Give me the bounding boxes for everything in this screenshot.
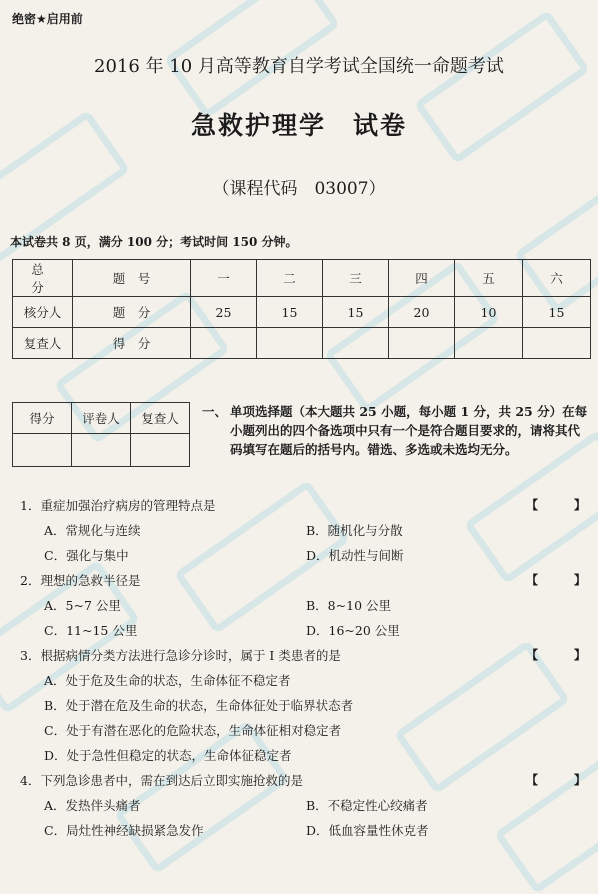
question-stem: 2．理想的急救半径是 [20, 573, 141, 588]
confidential-label: 绝密★启用前 [12, 12, 83, 26]
score-cell: 六 [523, 260, 591, 297]
score-cell: 总 分 [13, 260, 73, 297]
option: A．处于危及生命的状态，生命体征不稳定者 [44, 673, 291, 688]
option: B．8~10 公里 [306, 598, 391, 613]
option: C．处于有潜在恶化的危险状态，生命体征相对稳定者 [44, 723, 342, 738]
section-instructions: 单项选择题（本大题共 25 小题，每小题 1 分，共 25 分）在每小题列出的四个备选项中只有一个是符合题目要求的，请将其代码填写在题后的括号内。错选、多选或未选均无分。 [230, 404, 588, 457]
score-cell: 15 [257, 297, 323, 328]
answer-bracket-left: 【 [526, 498, 539, 512]
grader-cell [72, 434, 131, 467]
score-cell: 核分人 [13, 297, 73, 328]
grader-header: 复查人 [131, 403, 190, 434]
option: B．处于潜在危及生命的状态，生命体征处于临界状态者 [44, 698, 354, 713]
answer-bracket-right: 】 [574, 573, 587, 587]
question-stem: 1．重症加强治疗病房的管理特点是 [20, 498, 216, 513]
option: B．不稳定性心绞痛者 [306, 798, 428, 813]
score-table-row [13, 328, 591, 359]
course-code: （课程代码 03007） [212, 179, 386, 199]
score-cell: 25 [191, 297, 257, 328]
exam-title: 2016 年 10 月高等教育自学考试全国统一命题考试 [94, 56, 504, 77]
score-cell: 复查人 [13, 328, 73, 359]
score-cell: 三 [323, 260, 389, 297]
option: D．处于急性但稳定的状态，生命体征稳定者 [44, 748, 292, 763]
option: D．机动性与间断 [306, 548, 404, 563]
score-table-row [13, 260, 591, 297]
score-input-cell [389, 328, 455, 359]
option: D．16~20 公里 [306, 623, 400, 638]
option: C．局灶性神经缺损紧急发作 [44, 823, 204, 838]
section-number: 一、 [202, 404, 228, 419]
option: A．发热伴头痛者 [44, 798, 141, 813]
score-input-cell [191, 328, 257, 359]
score-input-cell [455, 328, 523, 359]
grader-table-row [13, 403, 190, 434]
grader-cell [13, 434, 72, 467]
option: D．低血容量性休克者 [306, 823, 429, 838]
answer-bracket-right: 】 [574, 648, 587, 662]
answer-bracket-left: 【 [526, 773, 539, 787]
answer-bracket-left: 【 [526, 573, 539, 587]
score-cell: 20 [389, 297, 455, 328]
score-table [12, 259, 591, 359]
option: A．5~7 公里 [44, 598, 121, 613]
option: A．常规化与连续 [44, 523, 141, 538]
score-cell: 二 [257, 260, 323, 297]
score-cell: 四 [389, 260, 455, 297]
grader-header: 得分 [13, 403, 72, 434]
answer-bracket-left: 【 [526, 648, 539, 662]
question-stem: 3．根据病情分类方法进行急诊分诊时，属于 I 类患者的是 [20, 648, 341, 663]
grader-table-row [13, 434, 190, 467]
score-cell: 五 [455, 260, 523, 297]
answer-bracket-right: 】 [574, 498, 587, 512]
score-table-row [13, 297, 591, 328]
option: C．11~15 公里 [44, 623, 138, 638]
grader-header: 评卷人 [72, 403, 131, 434]
score-cell: 得 分 [73, 328, 191, 359]
score-cell: 一 [191, 260, 257, 297]
exam-info: 本试卷共 8 页，满分 100 分；考试时间 150 分钟。 [10, 235, 298, 249]
score-cell: 15 [323, 297, 389, 328]
score-cell: 题 号 [73, 260, 191, 297]
option: C．强化与集中 [44, 548, 129, 563]
grader-table [12, 402, 190, 467]
section-heading [202, 402, 590, 459]
answer-bracket-right: 】 [574, 773, 587, 787]
score-input-cell [523, 328, 591, 359]
grader-cell [131, 434, 190, 467]
score-cell: 题 分 [73, 297, 191, 328]
score-cell: 15 [523, 297, 591, 328]
question-stem: 4．下列急诊患者中，需在到达后立即实施抢救的是 [20, 773, 303, 788]
score-input-cell [323, 328, 389, 359]
subject-title: 急救护理学 试卷 [190, 111, 407, 140]
score-input-cell [257, 328, 323, 359]
option: B．随机化与分散 [306, 523, 403, 538]
score-cell: 10 [455, 297, 523, 328]
